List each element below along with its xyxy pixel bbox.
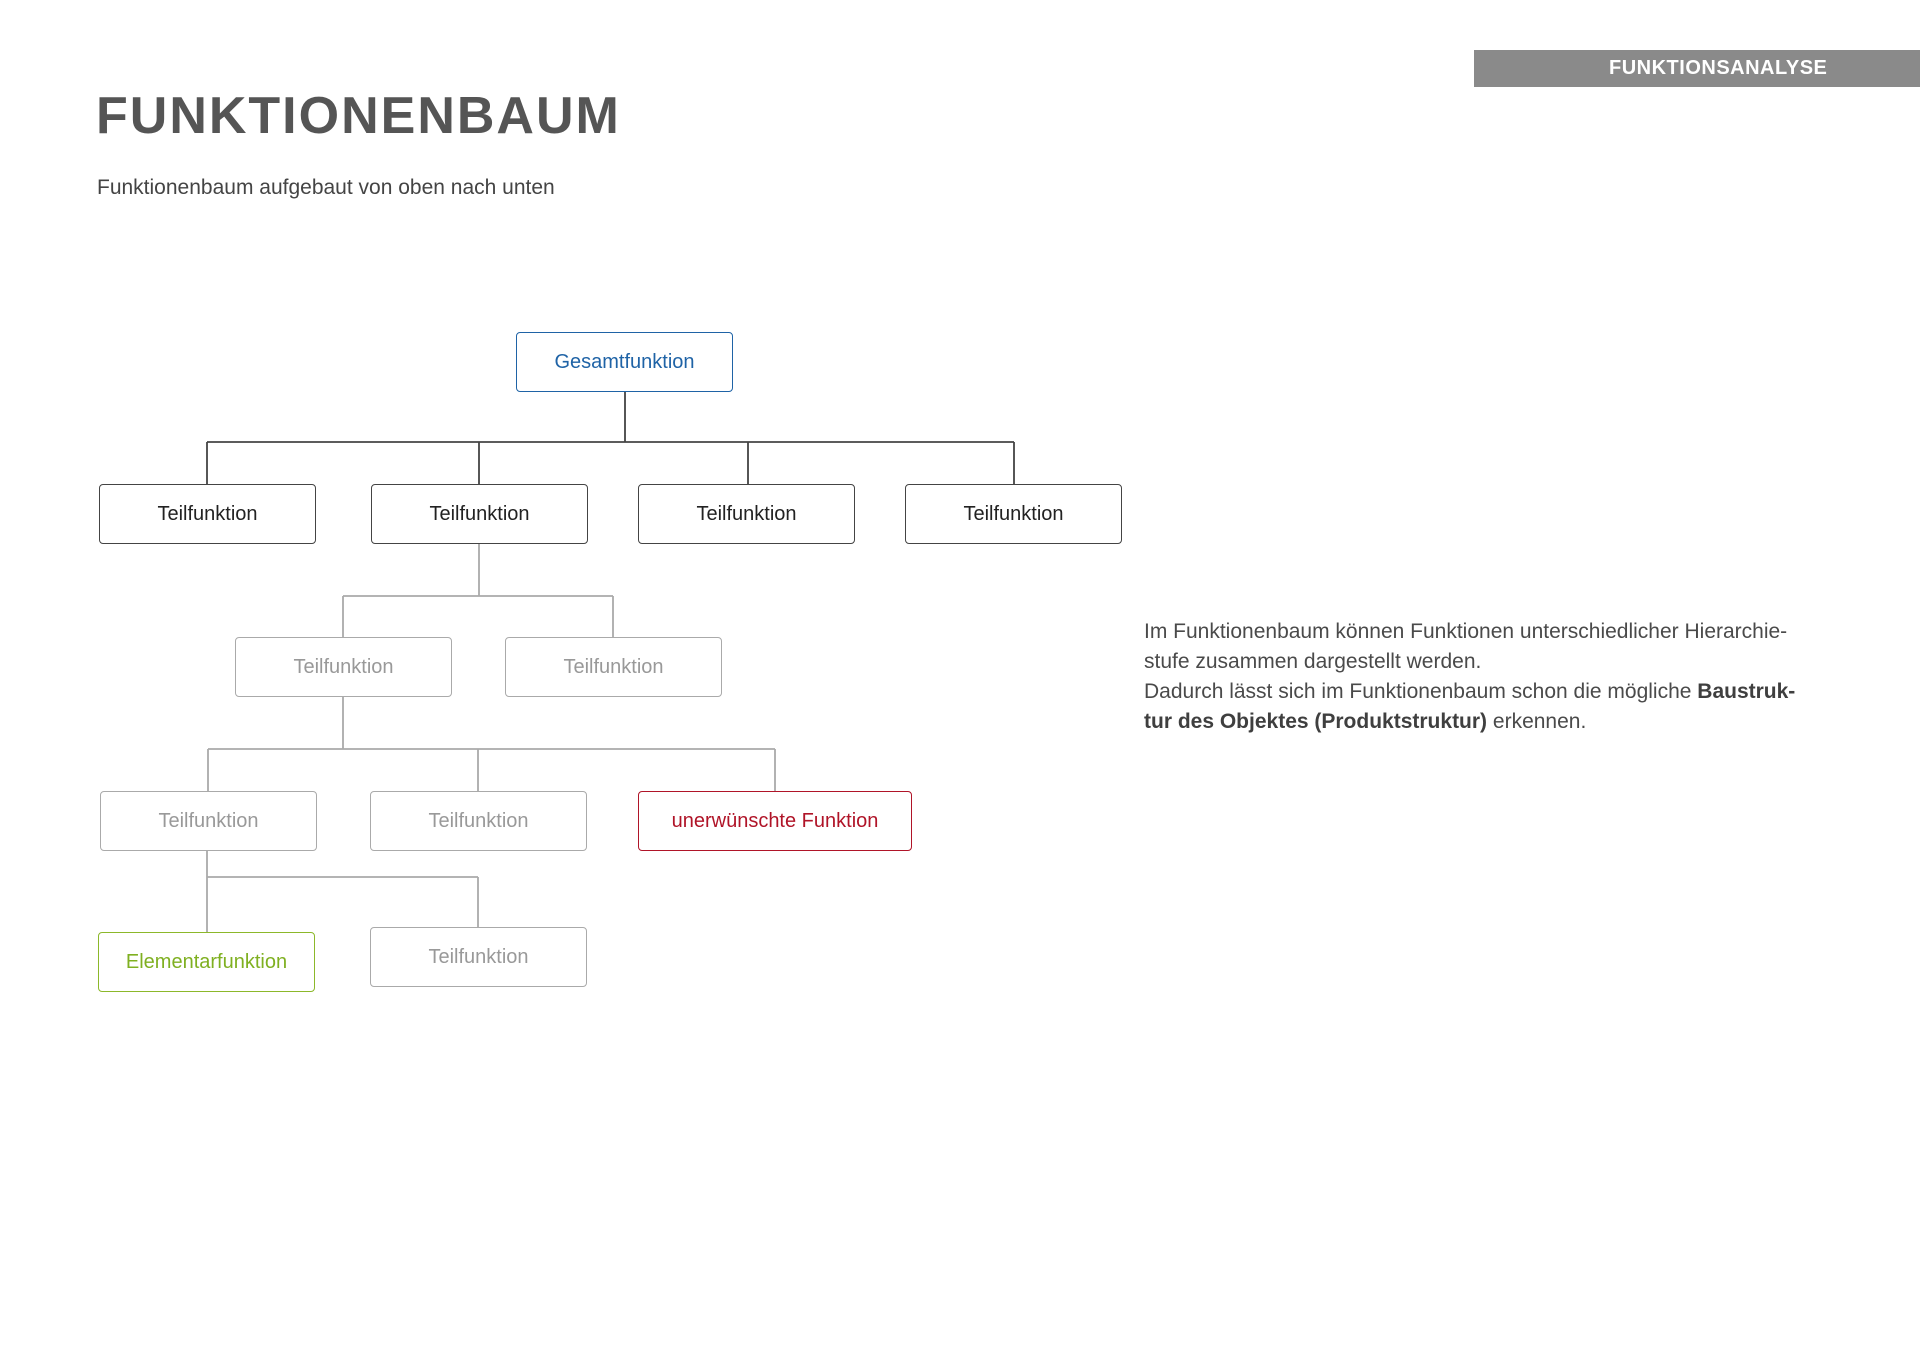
node-level1-4: Teilfunktion (905, 484, 1122, 544)
node-level1-3: Teilfunktion (638, 484, 855, 544)
description-line-1: Im Funktionenbaum können Funktionen unterschiedlicher Hierarchie- (1144, 620, 1788, 643)
connectors-level4 (207, 851, 478, 932)
description-line-4-bold: tur des Objektes (Produktstruktur) (1144, 710, 1488, 733)
node-level4-2: Teilfunktion (370, 927, 587, 987)
description-line-3 (1144, 677, 1824, 707)
node-level2-1: Teilfunktion (235, 637, 452, 697)
description-line-4 (1144, 707, 1824, 737)
description-line-3-bold: Baustruk- (1697, 680, 1796, 703)
description-text (1144, 617, 1824, 737)
node-undesired-function: unerwünschte Funktion (638, 791, 912, 851)
section-tag: FUNKTIONSANALYSE (1474, 50, 1920, 87)
description-line-4-plain: erkennen. (1487, 710, 1587, 733)
description-line-3-plain: Dadurch lässt sich im Funktionenbaum schon die mögliche (1144, 680, 1698, 703)
node-root-gesamtfunktion: Gesamtfunktion (516, 332, 733, 392)
connectors-level1 (207, 392, 1014, 484)
node-level2-2: Teilfunktion (505, 637, 722, 697)
page-subtitle: Funktionenbaum aufgebaut von oben nach unten (97, 176, 555, 199)
node-level3-2: Teilfunktion (370, 791, 587, 851)
description-line-2: stufe zusammen dargestellt werden. (1144, 650, 1482, 673)
node-level3-1: Teilfunktion (100, 791, 317, 851)
connectors-level3 (208, 697, 775, 791)
page-title: FUNKTIONENBAUM (96, 87, 621, 145)
node-level1-1: Teilfunktion (99, 484, 316, 544)
connectors-level2 (343, 544, 613, 637)
node-level1-2: Teilfunktion (371, 484, 588, 544)
node-elementary-function: Elementarfunktion (98, 932, 315, 992)
